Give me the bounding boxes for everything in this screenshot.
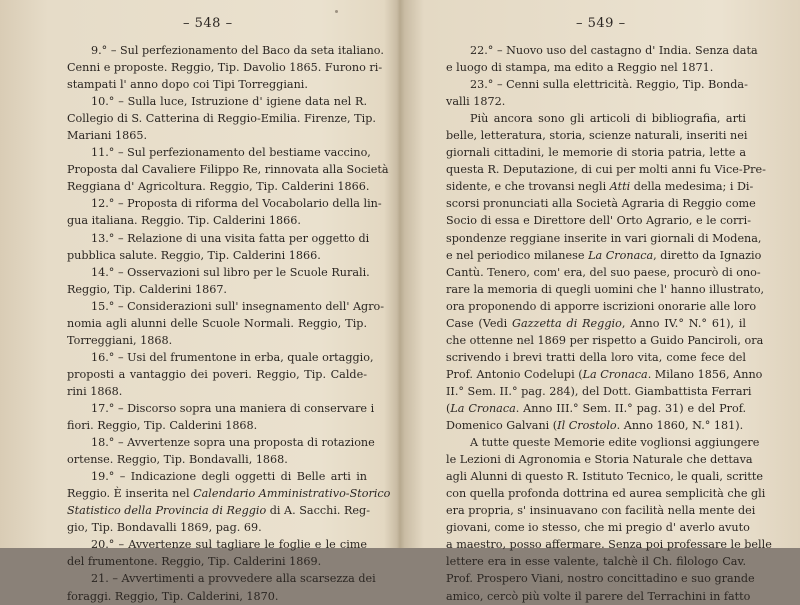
text-line: Prof. Prospero Viani, nostro concittadino e suo grande bbox=[446, 572, 755, 586]
text-line: 10.° – Sulla luce, Istruzione d' igiene data nel R. bbox=[91, 95, 367, 109]
text-block bbox=[446, 42, 772, 605]
text-line: Proposta dal Cavaliere Filippo Re, rinnovata alla Società bbox=[67, 163, 389, 177]
text-line: le Lezioni di Agronomia e Storia Naturale che dettava bbox=[446, 453, 753, 467]
italic-title: Atti bbox=[609, 180, 631, 194]
text-line: Case (Vedi Gazzetta di Reggio, Anno IV.° N.° 61), il bbox=[446, 316, 746, 330]
text-line: 18.° – Avvertenze sopra una proposta di rotazione bbox=[91, 436, 375, 450]
italic-title: Gazzetta di Reggio bbox=[512, 316, 622, 330]
text-line: 14.° – Osservazioni sul libro per le Scuole Rurali. bbox=[91, 265, 370, 279]
text-line: II.° Sem. II.° pag. 284), del Dott. Giambattista Ferrari bbox=[446, 384, 752, 398]
right-page bbox=[400, 0, 800, 603]
text-line: 23.° – Cenni sulla elettricità. Reggio, Tip. Bonda- bbox=[470, 78, 748, 92]
text-line: nomia agli alunni delle Scuole Normali. Reggio, Tip. bbox=[67, 316, 367, 330]
text-line: fiori. Reggio, Tip. Calderini 1868. bbox=[67, 419, 258, 433]
text-line: Cenni e proposte. Reggio, Tip. Davolio 1865. Furono ri- bbox=[67, 61, 383, 75]
text-line: 15.° – Considerazioni sull' insegnamento dell' Agro- bbox=[91, 299, 385, 313]
text-line: rini 1868. bbox=[67, 384, 123, 398]
text-line: gio, Tip. Bondavalli 1869, pag. 69. bbox=[67, 521, 262, 535]
text-line: ora proponendo di apporre iscrizioni onorarie alle loro bbox=[446, 299, 757, 313]
text-line: 11.° – Sul perfezionamento del bestiame vaccino, bbox=[91, 146, 371, 160]
text-line: del frumentone. Reggio, Tip. Calderini 1869. bbox=[67, 555, 322, 569]
text-line: foraggi. Reggio, Tip. Calderini, 1870. bbox=[67, 589, 279, 603]
text-line: Statistico della Provincia di Reggio di A. Sacchi. Reg- bbox=[67, 504, 370, 518]
text-line: giornali cittadini, le memorie di storia patria, lette a bbox=[446, 146, 746, 160]
page-number: – 548 – bbox=[183, 16, 233, 31]
text-line: gua italiana. Reggio. Tip. Calderini 1866. bbox=[67, 214, 301, 228]
italic-title: La Cronaca bbox=[588, 248, 654, 262]
text-line: 12.° – Proposta di riforma del Vocabolario della lin- bbox=[91, 197, 382, 211]
text-line: ortense. Reggio, Tip. Bondavalli, 1868. bbox=[67, 453, 288, 467]
text-line: a maestro, posso affermare. Senza poi professare le belle bbox=[446, 538, 772, 552]
italic-title: Il Crostolo bbox=[557, 419, 617, 433]
text-line: che ottenne nel 1869 per rispetto a Guido Panciroli, ora bbox=[446, 333, 764, 347]
text-line: spondenze reggiane inserite in vari giornali di Modena, bbox=[446, 231, 762, 245]
text-line: scorsi pronunciati alla Società Agraria di Reggio come bbox=[446, 197, 756, 211]
italic-title: Calendario Amministrativo-Storico bbox=[193, 487, 391, 501]
text-line: pubblica salute. Reggio, Tip. Calderini 1866. bbox=[67, 248, 321, 262]
text-line: belle, letteratura, storia, scienze naturali, inseriti nei bbox=[446, 129, 748, 143]
left-page bbox=[0, 0, 400, 603]
text-line: Domenico Galvani (Il Crostolo. Anno 1860, N.° 181). bbox=[446, 419, 744, 433]
text-line: Mariani 1865. bbox=[67, 129, 148, 143]
text-line: lettere era in esse valente, talchè il Ch. filologo Cav. bbox=[446, 555, 746, 569]
text-line: Più ancora sono gli articoli di bibliografia, arti bbox=[470, 112, 746, 126]
paper-speck bbox=[335, 10, 338, 13]
text-line: 21. – Avvertimenti a provvedere alla scarsezza dei bbox=[91, 572, 376, 586]
text-line: Reggio, Tip. Calderini 1867. bbox=[67, 282, 227, 296]
italic-title: Statistico della Provincia di Reggio bbox=[67, 504, 267, 518]
text-line: con quella profonda dottrina ed aurea semplicità che gli bbox=[446, 487, 766, 501]
text-line: 20.° – Avvertenze sul tagliare le foglie e le cime bbox=[91, 538, 367, 552]
text-line: e nel periodico milanese La Cronaca, diretto da Ignazio bbox=[446, 248, 762, 262]
text-line: 22.° – Nuovo uso del castagno d' India. Senza data bbox=[470, 44, 758, 57]
text-line: 9.° – Sul perfezionamento del Baco da seta italiano. bbox=[91, 44, 384, 57]
italic-title: La Cronaca bbox=[450, 401, 516, 415]
text-line: questa R. Deputazione, di cui per molti anni fu Vice-Pre- bbox=[446, 163, 766, 177]
text-line: Collegio di S. Catterina di Reggio-Emilia. Firenze, Tip. bbox=[67, 112, 376, 126]
italic-title: La Cronaca bbox=[582, 367, 648, 381]
text-line: era propria, s' insinuavano con facilità nella mente dei bbox=[446, 504, 756, 518]
text-line: 13.° – Relazione di una visita fatta per oggetto di bbox=[91, 231, 370, 245]
text-line: Reggio. È inserita nel Calendario Amministrativo-Storico bbox=[67, 487, 391, 501]
text-line: sidente, e che trovansi negli Atti della medesima; i Di- bbox=[446, 180, 754, 194]
text-line: proposti a vantaggio dei poveri. Reggio, Tip. Calde- bbox=[67, 367, 367, 381]
text-line: Torreggiani, 1868. bbox=[67, 333, 173, 347]
text-line: rare la memoria di quegli uomini che l' hanno illustrato, bbox=[446, 282, 765, 296]
text-line: Cantù. Tenero, com' era, del suo paese, procurò di ono- bbox=[446, 265, 761, 279]
text-line: valli 1872. bbox=[446, 95, 506, 109]
text-line: agli Alunni di questo R. Istituto Tecnico, le quali, scritte bbox=[446, 470, 764, 484]
text-line: 17.° – Discorso sopra una maniera di conservare i bbox=[91, 401, 375, 415]
text-line: giovani, come io stesso, che mi pregio d' averlo avuto bbox=[446, 521, 750, 535]
text-line: amico, cercò più volte il parere del Terrachini in fatto bbox=[446, 589, 751, 603]
text-line: 19.° – Indicazione degli oggetti di Belle arti in bbox=[91, 470, 367, 484]
text-line: 16.° – Usi del frumentone in erba, quale ortaggio, bbox=[91, 350, 374, 364]
text-line: Socio di essa e Direttore dell' Orto Agrario, e le corri- bbox=[446, 214, 752, 228]
text-block bbox=[67, 42, 391, 605]
text-line: e luogo di stampa, ma edito a Reggio nel 1871. bbox=[446, 61, 714, 75]
text-line: stampati l' anno dopo coi Tipi Torreggiani. bbox=[67, 78, 308, 92]
text-line: (La Cronaca. Anno III.° Sem. II.° pag. 31) e del Prof. bbox=[446, 401, 747, 415]
text-line: Prof. Antonio Codelupi (La Cronaca. Milano 1856, Anno bbox=[446, 367, 763, 381]
text-line: A tutte queste Memorie edite voglionsi aggiungere bbox=[470, 436, 760, 450]
text-line: Reggiana d' Agricoltura. Reggio, Tip. Calderini 1866. bbox=[67, 180, 370, 194]
text-line: scrivendo i brevi tratti della loro vita, come fece del bbox=[446, 350, 746, 364]
page-number: – 549 – bbox=[576, 16, 626, 31]
